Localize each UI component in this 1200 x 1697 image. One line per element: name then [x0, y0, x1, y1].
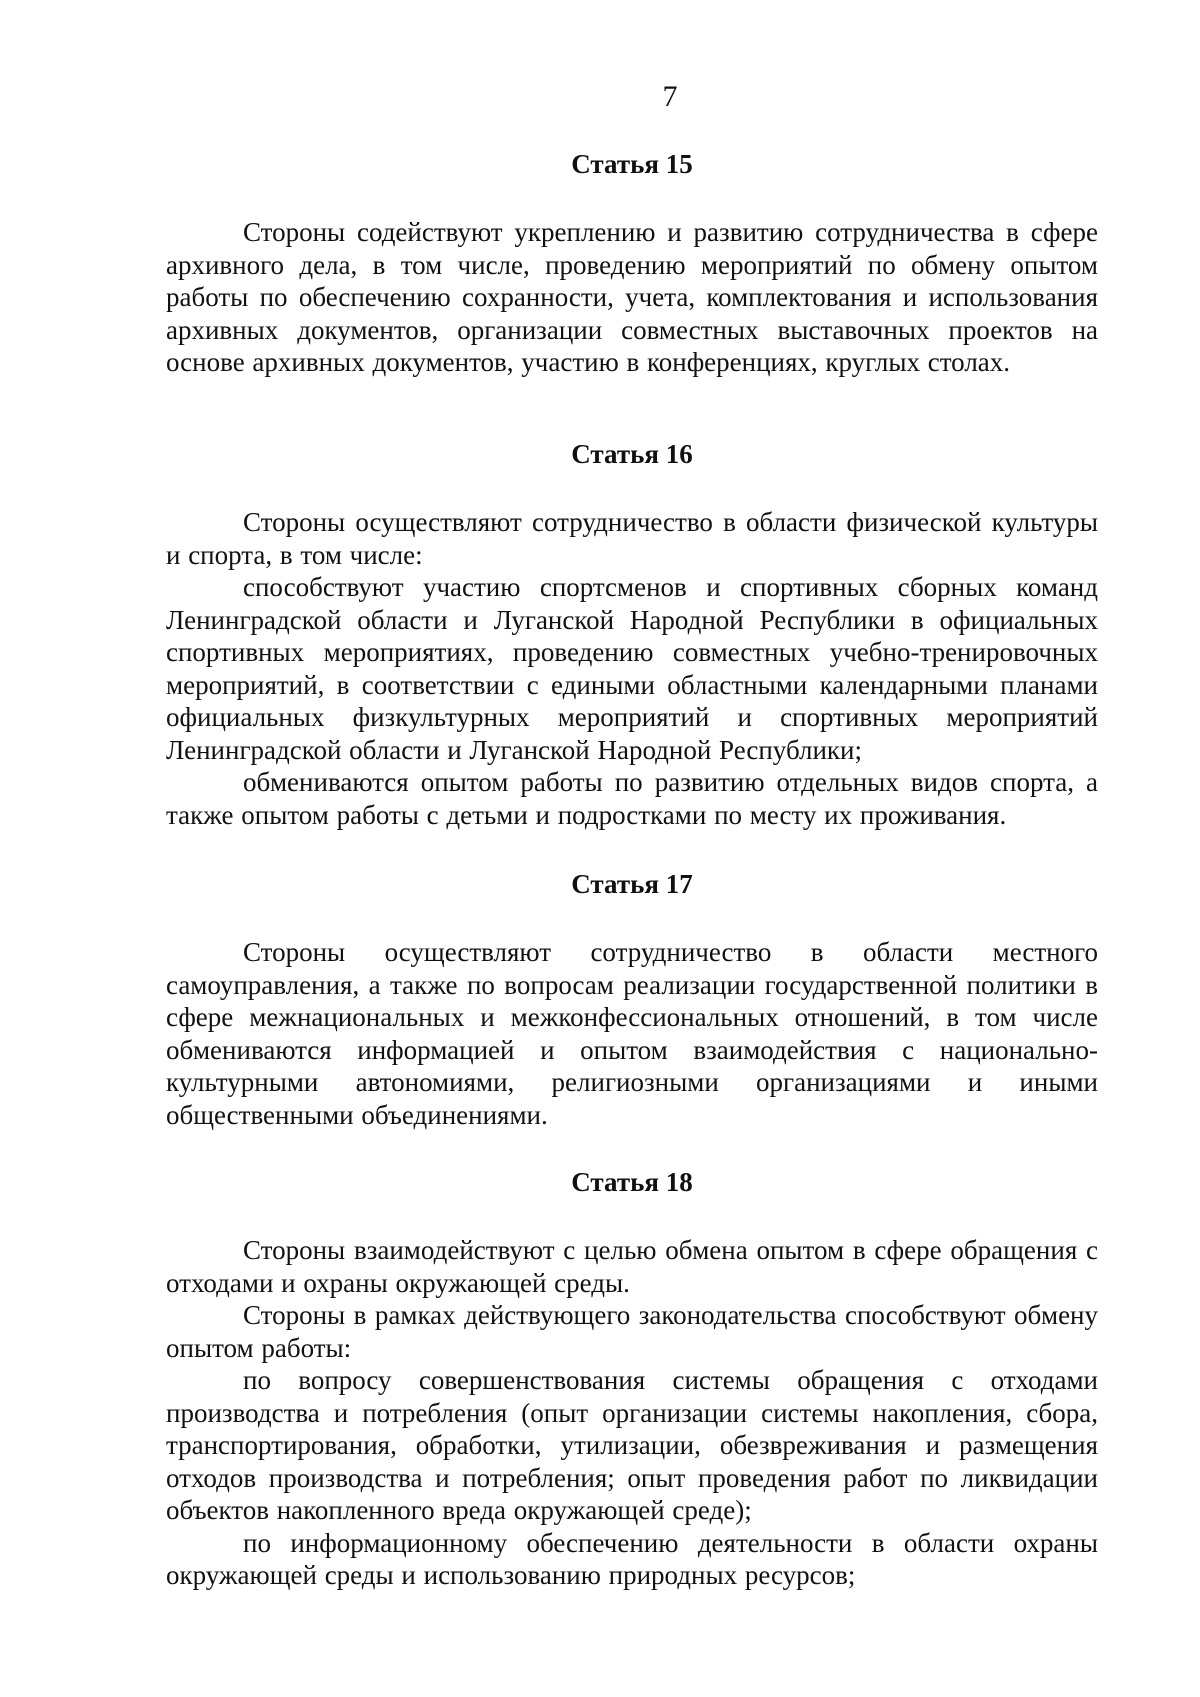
- article-title: Статья 16: [571, 439, 693, 469]
- article-paragraph: Стороны в рамках действующего законодательства способствуют обмену опытом работы:: [166, 1300, 1098, 1363]
- article-15: [166, 148, 1098, 379]
- article-paragraph: по вопросу совершенствования системы обращения с отходами производства и потребления (опыт организации системы накопления, сбора, транспортирования, обработки, утилизации, обезвреживания и размещения отходов производства и потребления; опыт проведения работ по ликвидации объектов накопленного вреда окружающей среде);: [166, 1365, 1098, 1525]
- article-16: [166, 438, 1098, 831]
- article-paragraph: Стороны осуществляют сотрудничество в области местного самоуправления, а также по вопросам реализации государственной политики в сфере межнациональных и межконфессиональных отношений, в том числе обмениваются информацией и опытом взаимодействия с национально-культурными автономиями, религиозными организациями и иными общественными объединениями.: [166, 937, 1098, 1130]
- article-paragraph: способствуют участию спортсменов и спортивных сборных команд Ленинградской области и Луганской Народной Республики в официальных спортивных мероприятиях, проведению совместных учебно-тренировочных мероприятий, в соответствии с едиными областными календарными планами официальных физкультурных мероприятий и спортивных мероприятий Ленинградской области и Луганской Народной Республики;: [166, 572, 1098, 765]
- article-paragraph: обмениваются опытом работы по развитию отдельных видов спорта, а также опытом работы с детьми и подростками по месту их проживания.: [166, 767, 1098, 830]
- article-title: Статья 15: [571, 149, 693, 179]
- page-number: 7: [662, 80, 678, 113]
- article-title: Статья 17: [571, 869, 693, 899]
- article-paragraph: по информационному обеспечению деятельности в области охраны окружающей среды и использованию природных ресурсов;: [166, 1527, 1098, 1590]
- article-title: Статья 18: [571, 1167, 693, 1197]
- article-paragraph: Стороны взаимодействуют с целью обмена опытом в сфере обращения с отходами и охраны окружающей среды.: [166, 1235, 1098, 1298]
- article-17: [166, 868, 1098, 1131]
- article-paragraph: Стороны содействуют укреплению и развитию сотрудничества в сфере архивного дела, в том числе, проведению мероприятий по обмену опытом работы по обеспечению сохранности, учета, комплектования и использования архивных документов, организации совместных выставочных проектов на основе архивных документов, участию в конференциях, круглых столах.: [166, 217, 1098, 377]
- article-18: [166, 1166, 1098, 1592]
- article-paragraph: Стороны осуществляют сотрудничество в области физической культуры и спорта, в том числе:: [166, 507, 1098, 570]
